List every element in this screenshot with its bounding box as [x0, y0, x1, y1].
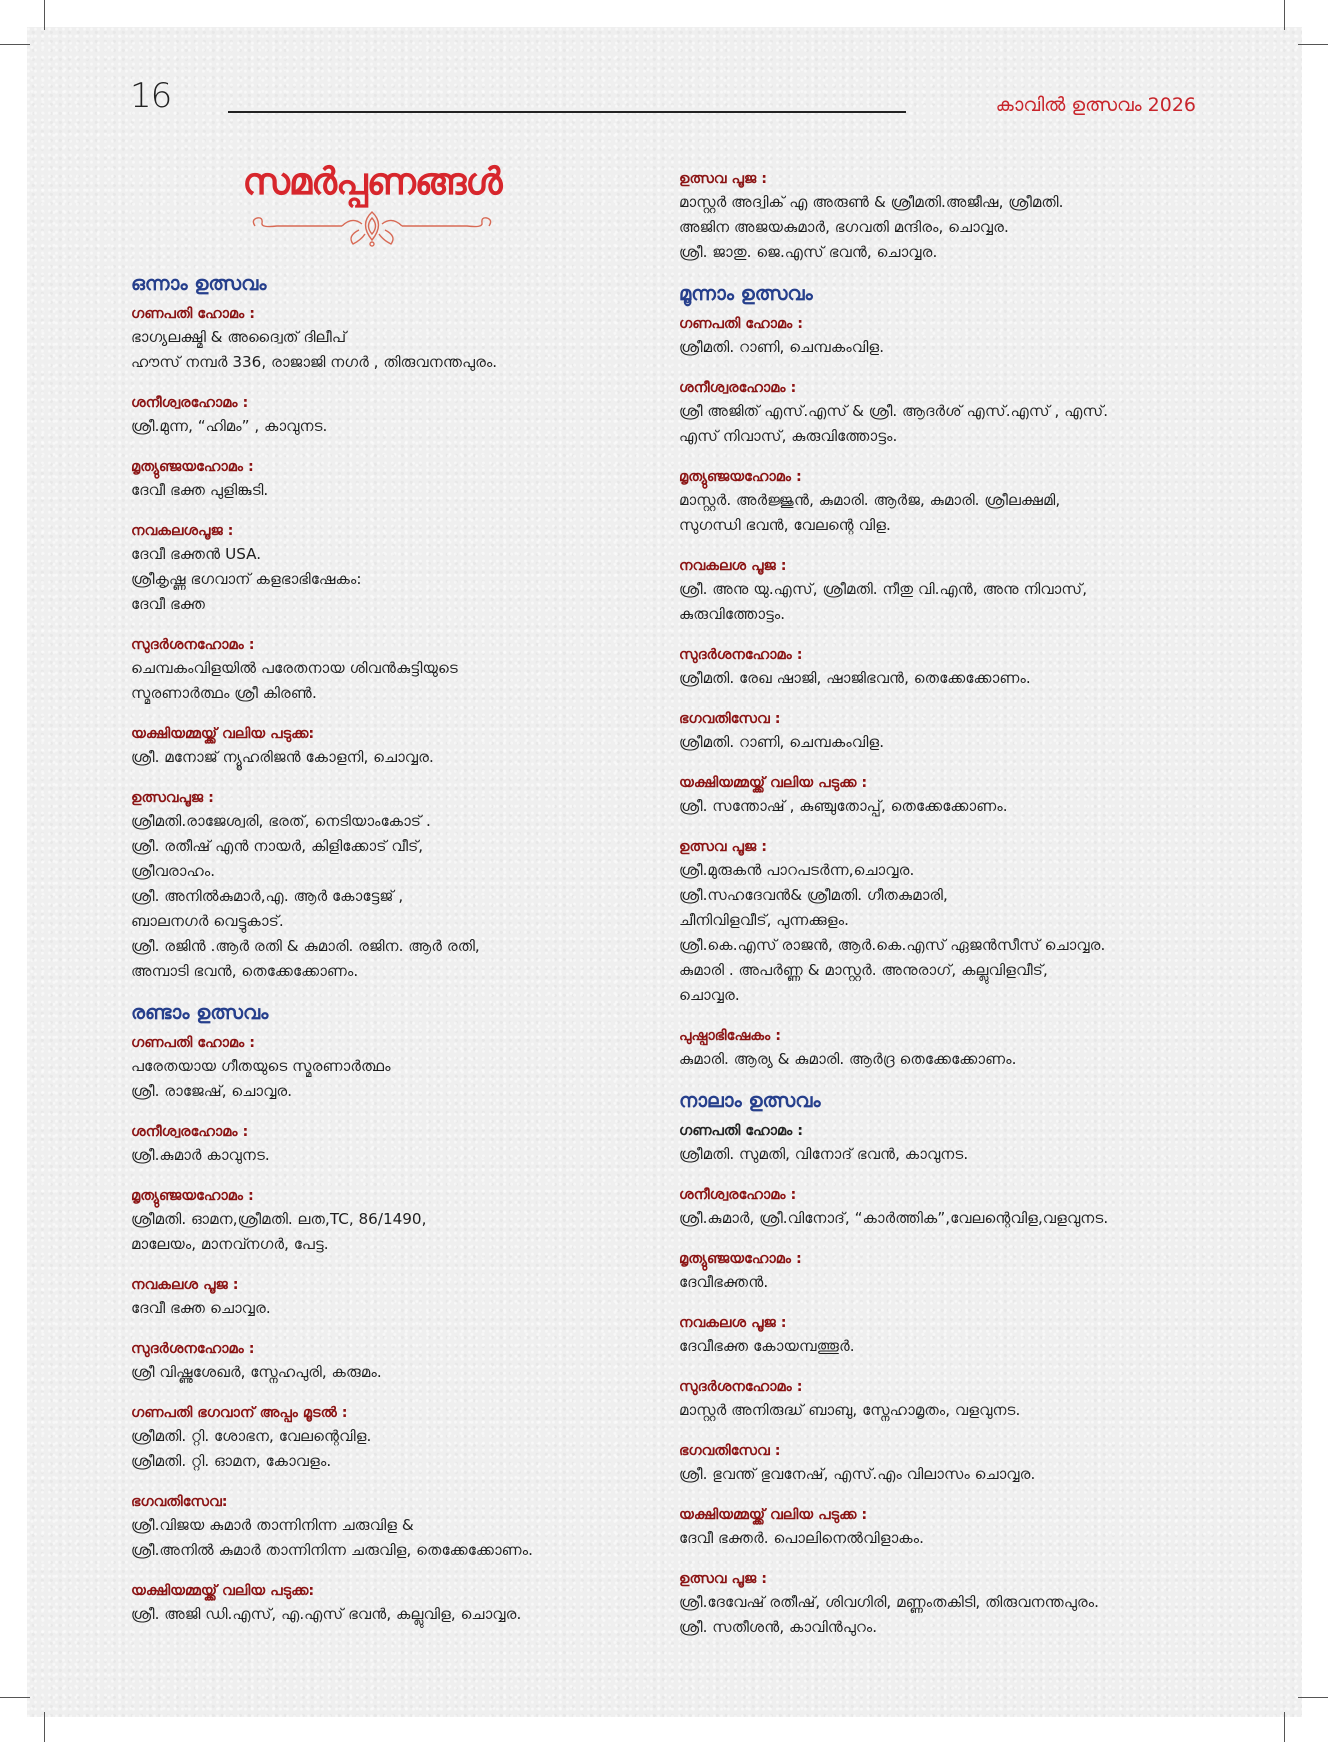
entry-line: ശ്രീവരാഹം. [131, 862, 216, 880]
entry-line: എസ് നിവാസ്, കുരുവിത്തോട്ടം. [679, 427, 898, 445]
entry-label: ശനീശ്വരഹോമം : [131, 1124, 249, 1140]
section-heading: മൂന്നാം ഉത്സവം [679, 282, 813, 305]
entry-lines [679, 399, 1239, 449]
offering-entry [679, 466, 1239, 538]
entry-label: മൃത്യുഞ്ജയഹോമം : [679, 1251, 802, 1267]
entry-lines [679, 1590, 1239, 1640]
entry-line: ശ്രീകൃഷ്ണ ഭഗവാന് കളഭാഭിഷേകം: [131, 570, 362, 588]
entry-line: ശ്രീ. അജി ഡി.എസ്, എ.എസ് ഭവൻ, കല്ലുവിള, ചൊവ്വര. [131, 1605, 522, 1623]
entry-line: ശ്രീ. അനു യു.എസ്, ശ്രീമതി. നീതു വി.എൻ, അനു നിവാസ്, [679, 580, 1088, 598]
entry-line: ദേവീ ഭക്തൻ USA. [131, 545, 262, 563]
header-title: കാവിൽ ഉത്സവം 2026 [995, 94, 1196, 116]
entry-line: ശ്രീ. അനിൽകുമാർ,എ. ആർ കോട്ടേജ് , [131, 887, 404, 905]
entry-label: ഉത്സവപൂജ : [131, 790, 214, 806]
entry-line: മാസ്റ്റർ അദ്വിക് എ അരുൺ & ശ്രീമതി.അജീഷ, ശ്രീമതി. [679, 193, 1064, 211]
offering-entry [131, 1338, 671, 1385]
offering-entry [131, 1121, 671, 1168]
entry-label: ശനീശ്വരഹോമം : [679, 1187, 797, 1203]
crop-mark [1284, 1712, 1285, 1742]
entry-lines [679, 666, 1239, 691]
entry-line: ദേവീ ഭക്ത [131, 595, 206, 613]
offering-entry [679, 1025, 1239, 1072]
entry-line: ഭാഗ്യലക്ഷ്മി & അദ്വൈത് ദിലീപ് [131, 328, 347, 346]
entry-line: ശ്രീമതി. റ്റി. ഓമന, കോവളം. [131, 1452, 332, 1470]
entry-line: ദേവീ ഭക്ത ചൊവ്വര. [131, 1299, 271, 1317]
entry-lines [131, 656, 671, 706]
entry-line: ശ്രീ.മുന്ന, “ഹിമം” , കാവുനട. [131, 417, 328, 435]
page-number: 16 [130, 76, 172, 116]
entry-label: ശനീശ്വരഹോമം : [679, 380, 797, 396]
entry-line: ശ്രീ. ഭുവന്ത് ഭുവനേഷ്, എസ്.എം വിലാസം ചൊവ്വര. [679, 1465, 1036, 1483]
entry-label: ഉത്സവ പൂജ : [679, 171, 767, 187]
offering-entry [131, 303, 671, 375]
entry-line: ശ്രീ. രതീഷ് എൻ നായർ, കിളിക്കോട് വീട്, [131, 837, 424, 855]
right-top-entry [679, 168, 1239, 265]
offering-entry [131, 1491, 671, 1563]
entry-lines [131, 1360, 671, 1385]
entry-line: ശ്രീമതി. രേഖ ഷാജി, ഷാജിഭവൻ, തെക്കേക്കോണം. [679, 669, 1031, 687]
entry-lines [679, 1334, 1239, 1359]
entry-line: ശ്രീമതി.രാജേശ്വരി, ഭരത്, നെടിയാംകോട് . [131, 812, 431, 830]
entry-line: ശ്രീ.കുമാർ കാവുനട. [131, 1146, 270, 1164]
entry-lines [131, 1207, 671, 1257]
entry-label: നവകലശ പൂജ : [131, 1277, 239, 1293]
entry-lines [679, 190, 1239, 265]
offering-entry [131, 1580, 671, 1627]
offering-entry [679, 836, 1239, 1008]
flourish-ornament-icon [247, 206, 497, 250]
entry-line: ശ്രീ.അനിൽ കുമാർ താന്നിനിന്ന ചരുവിള, തെക്കേക്കോണം. [131, 1541, 533, 1559]
entry-line: ദേവീഭക്ത കോയമ്പത്തൂർ. [679, 1337, 855, 1355]
entry-label: നവകലശ പൂജ : [679, 558, 787, 574]
entry-label: ഉത്സവ പൂജ : [679, 1571, 767, 1587]
entry-line: ശ്രീ. സന്തോഷ് , കുഞ്ചുതോപ്പ്, തെക്കേക്കോണം. [679, 797, 1008, 815]
section-heading: നാലാം ഉത്സവം [679, 1089, 821, 1112]
offering-entry [131, 634, 671, 706]
crop-mark [44, 1712, 45, 1742]
offering-entry [679, 377, 1239, 449]
entry-lines [131, 1424, 671, 1474]
offering-entry [679, 644, 1239, 691]
entry-line: ബാലനഗർ വെട്ടുകാട്. [131, 912, 284, 930]
entry-line: ശ്രീമതി. റാണി, ചെമ്പകംവിള. [679, 733, 885, 751]
entry-line: ദേവീഭക്തൻ. [679, 1273, 769, 1291]
entry-line: മാലേയം, മാനവ്നഗർ, പേട്ട. [131, 1235, 329, 1253]
entry-label: യക്ഷിയമ്മയ്ക്ക് വലിയ പടുക്ക : [679, 775, 868, 791]
entry-label: സുദർശനഹോമം : [131, 637, 255, 653]
crop-mark [1298, 44, 1328, 45]
crop-mark [1298, 1697, 1328, 1698]
entry-line: ശ്രീ.കുമാർ, ശ്രീ.വിനോദ്, “കാർത്തിക”,വേലന്റെവിള,വളവുനട. [679, 1209, 1109, 1227]
entry-line: ശ്രീ.മുരുകൻ പാറപടർന്ന,ചൊവ്വര. [679, 861, 915, 879]
entry-lines [131, 1054, 671, 1104]
offering-entry [131, 1274, 671, 1321]
entry-line: ശ്രീമതി. ഓമന,ശ്രീമതി. ലത,TC, 86/1490, [131, 1210, 427, 1228]
entry-line: ശ്രീ.വിജയ കുമാർ താന്നിനിന്ന ചരുവിള & [131, 1516, 414, 1534]
entry-label: ശനീശ്വരഹോമം : [131, 395, 249, 411]
entry-label: യക്ഷിയമ്മയ്ക്ക് വലിയ പടുക്ക: [131, 1583, 315, 1599]
entry-label: മൃത്യുഞ്ജയഹോമം : [131, 459, 254, 475]
entry-line: ശ്രീ. മനോജ് ന്യൂഹരിജൻ കോളനി, ചൊവ്വര. [131, 748, 434, 766]
entry-label: ഗണപതി ഹോമം : [131, 1035, 256, 1051]
entry-label: ഉത്സവ പൂജ : [679, 839, 767, 855]
entry-lines [679, 335, 1239, 360]
entry-line: ശ്രീ.ദേവേഷ് രതീഷ്, ശിവഗിരി, മണ്ണംതകിടി, തിരുവനന്തപുരം. [679, 1593, 1099, 1611]
entry-line: ദേവീ ഭക്തർ. പൊലിനെൽവിളാകം. [679, 1529, 924, 1547]
entry-lines [679, 730, 1239, 755]
entry-line: ചീനിവിളവീട്, പുന്നക്കുളം. [679, 911, 849, 929]
offering-entry [679, 1568, 1239, 1640]
entry-line: ശ്രീ.സഹദേവൻ& ശ്രീമതി. ഗീതകുമാരി, [679, 886, 948, 904]
entry-label: ഗണപതി ഭഗവാന് അപ്പം മൂടൽ : [131, 1405, 348, 1421]
offering-entry [679, 1376, 1239, 1423]
entry-line: ശ്രീ അജിത് എസ്.എസ് & ശ്രീ. ആദർശ് എസ്.എസ് , എസ്. [679, 402, 1109, 420]
entry-line: ശ്രീ. രാജേഷ്, ചൊവ്വര. [131, 1082, 293, 1100]
entry-line: ശ്രീ.കെ.എസ് രാജൻ, ആർ.കെ.എസ് ഏജൻസീസ് ചൊവ്വര. [679, 936, 1106, 954]
offering-entry [679, 708, 1239, 755]
offering-entry [131, 723, 671, 770]
header-rule [228, 111, 906, 113]
entry-lines [679, 488, 1239, 538]
entry-label: യക്ഷിയമ്മയ്ക്ക് വലിയ പടുക്ക: [131, 726, 315, 742]
entry-line: പരേതയായ ഗീതയുടെ സ്മരണാർത്ഥം [131, 1057, 391, 1075]
crop-mark [0, 1697, 30, 1698]
offering-entry [679, 1184, 1239, 1231]
entry-label: ഭഗവതിസേവ : [679, 1443, 781, 1459]
entry-lines [679, 1462, 1239, 1487]
entry-line: ശ്രീ. സതീശൻ, കാവിൻപുറം. [679, 1618, 878, 1636]
entry-lines [679, 858, 1239, 1008]
crop-mark [44, 0, 45, 30]
offering-entry [679, 555, 1239, 627]
entry-line: മാസ്റ്റർ അനിരുദ്ധ് ബാബു, സ്നേഹാമൃതം, വളവുനട. [679, 1401, 1021, 1419]
entry-label: പുഷ്പാഭിഷേകം : [679, 1028, 781, 1044]
entry-lines [679, 1047, 1239, 1072]
section-heading: രണ്ടാം ഉത്സവം [131, 1001, 269, 1024]
page-title: സമർപ്പണങ്ങൾ [242, 160, 502, 203]
entry-label: സുദർശനഹോമം : [131, 1341, 255, 1357]
section-heading: ഒന്നാം ഉത്സവം [131, 272, 267, 295]
entry-line: സുഗന്ധി ഭവൻ, വേലന്റെ വിള. [679, 516, 891, 534]
entry-line: സ്മരണാർത്ഥം ശ്രീ കിരൺ. [131, 684, 317, 702]
entry-label: യക്ഷിയമ്മയ്ക്ക് വലിയ പടുക്ക : [679, 1507, 868, 1523]
entry-line: ശ്രീമതി. സുമതി, വിനോദ് ഭവൻ, കാവുനട. [679, 1145, 969, 1163]
offering-entry [131, 392, 671, 439]
entry-label: ഗണപതി ഹോമം : [131, 306, 256, 322]
left-column [131, 272, 671, 1644]
entry-lines [131, 1296, 671, 1321]
entry-lines [131, 1513, 671, 1563]
entry-lines [679, 577, 1239, 627]
entry-line: അജിന അജയകുമാർ, ഭഗവതി മന്ദിരം, ചൊവ്വര. [679, 218, 1009, 236]
offering-entry [131, 787, 671, 984]
entry-label: മൃത്യുഞ്ജയഹോമം : [679, 469, 802, 485]
offering-entry [679, 313, 1239, 360]
entry-label: ഗണപതി ഹോമം : [679, 1123, 804, 1139]
crop-mark [0, 44, 30, 45]
offering-entry [679, 772, 1239, 819]
entry-line: കുമാരി. ആര്യ & കുമാരി. ആർദ്ര തെക്കേക്കോണം. [679, 1050, 1017, 1068]
entry-line: ശ്രീ വിഷ്ണുശേഖർ, സ്നേഹപുരി, കരുമം. [131, 1363, 382, 1381]
entry-line: ഹൗസ് നമ്പർ 336, രാജാജി നഗർ , തിരുവനന്തപുരം. [131, 353, 498, 371]
entry-lines [679, 1206, 1239, 1231]
entry-lines [131, 745, 671, 770]
offering-entry [679, 1440, 1239, 1487]
entry-line: ചൊവ്വര. [679, 986, 740, 1004]
right-column [679, 168, 1239, 1657]
entry-lines [131, 809, 671, 984]
entry-label: ഭഗവതിസേവ : [679, 711, 781, 727]
entry-lines [131, 325, 671, 375]
entry-line: കുമാരി . അപർണ്ണ & മാസ്റ്റർ. അനുരാഗ്, കല്ലുവിളവീട്, [679, 961, 1048, 979]
entry-line: ശ്രീമതി. റാണി, ചെമ്പകംവിള. [679, 338, 885, 356]
entry-lines [131, 478, 671, 503]
entry-lines [679, 794, 1239, 819]
entry-lines [131, 542, 671, 617]
entry-line: ചെമ്പകംവിളയിൽ പരേതനായ ശിവൻകുട്ടിയുടെ [131, 659, 458, 677]
offering-entry [679, 1312, 1239, 1359]
crop-mark [1284, 0, 1285, 30]
entry-line: ശ്രീമതി. റ്റി. ശോഭന, വേലന്റെവിള. [131, 1427, 372, 1445]
entry-label: നവകലശ പൂജ : [679, 1315, 787, 1331]
entry-lines [131, 1143, 671, 1168]
entry-line: അമ്പാടി ഭവൻ, തെക്കേക്കോണം. [131, 962, 359, 980]
entry-lines [131, 1602, 671, 1627]
offering-entry [131, 520, 671, 617]
offering-entry [131, 1402, 671, 1474]
entry-lines [679, 1142, 1239, 1167]
entry-label: സുദർശനഹോമം : [679, 647, 803, 663]
entry-line: കുരുവിത്തോട്ടം. [679, 605, 786, 623]
entry-label: ഭഗവതിസേവ: [131, 1494, 228, 1510]
offering-entry [131, 456, 671, 503]
offering-entry [131, 1032, 671, 1104]
title-block [222, 160, 522, 250]
offering-entry [131, 1185, 671, 1257]
entry-lines [679, 1270, 1239, 1295]
entry-line: ശ്രീ. ജാതു. ജെ.എസ് ഭവൻ, ചൊവ്വര. [679, 243, 938, 261]
offering-entry [679, 1504, 1239, 1551]
entry-lines [131, 414, 671, 439]
entry-label: മൃത്യുഞ്ജയഹോമം : [131, 1188, 254, 1204]
entry-label: നവകലശപൂജ : [131, 523, 234, 539]
entry-lines [679, 1398, 1239, 1423]
offering-entry [679, 1248, 1239, 1295]
entry-lines [679, 1526, 1239, 1551]
entry-label: ഗണപതി ഹോമം : [679, 316, 804, 332]
entry-line: ശ്രീ. രജിൻ .ആർ രതി & കുമാരി. രജിന. ആർ രതി, [131, 937, 480, 955]
entry-label: സുദർശനഹോമം : [679, 1379, 803, 1395]
entry-line: ദേവീ ഭക്ത പുളിങ്കുടി. [131, 481, 269, 499]
offering-entry [679, 1120, 1239, 1167]
entry-line: മാസ്റ്റർ. അർജ്ജുൻ, കുമാരി. ആർജ, കുമാരി. ശ്രീലക്ഷമി, [679, 491, 1061, 509]
